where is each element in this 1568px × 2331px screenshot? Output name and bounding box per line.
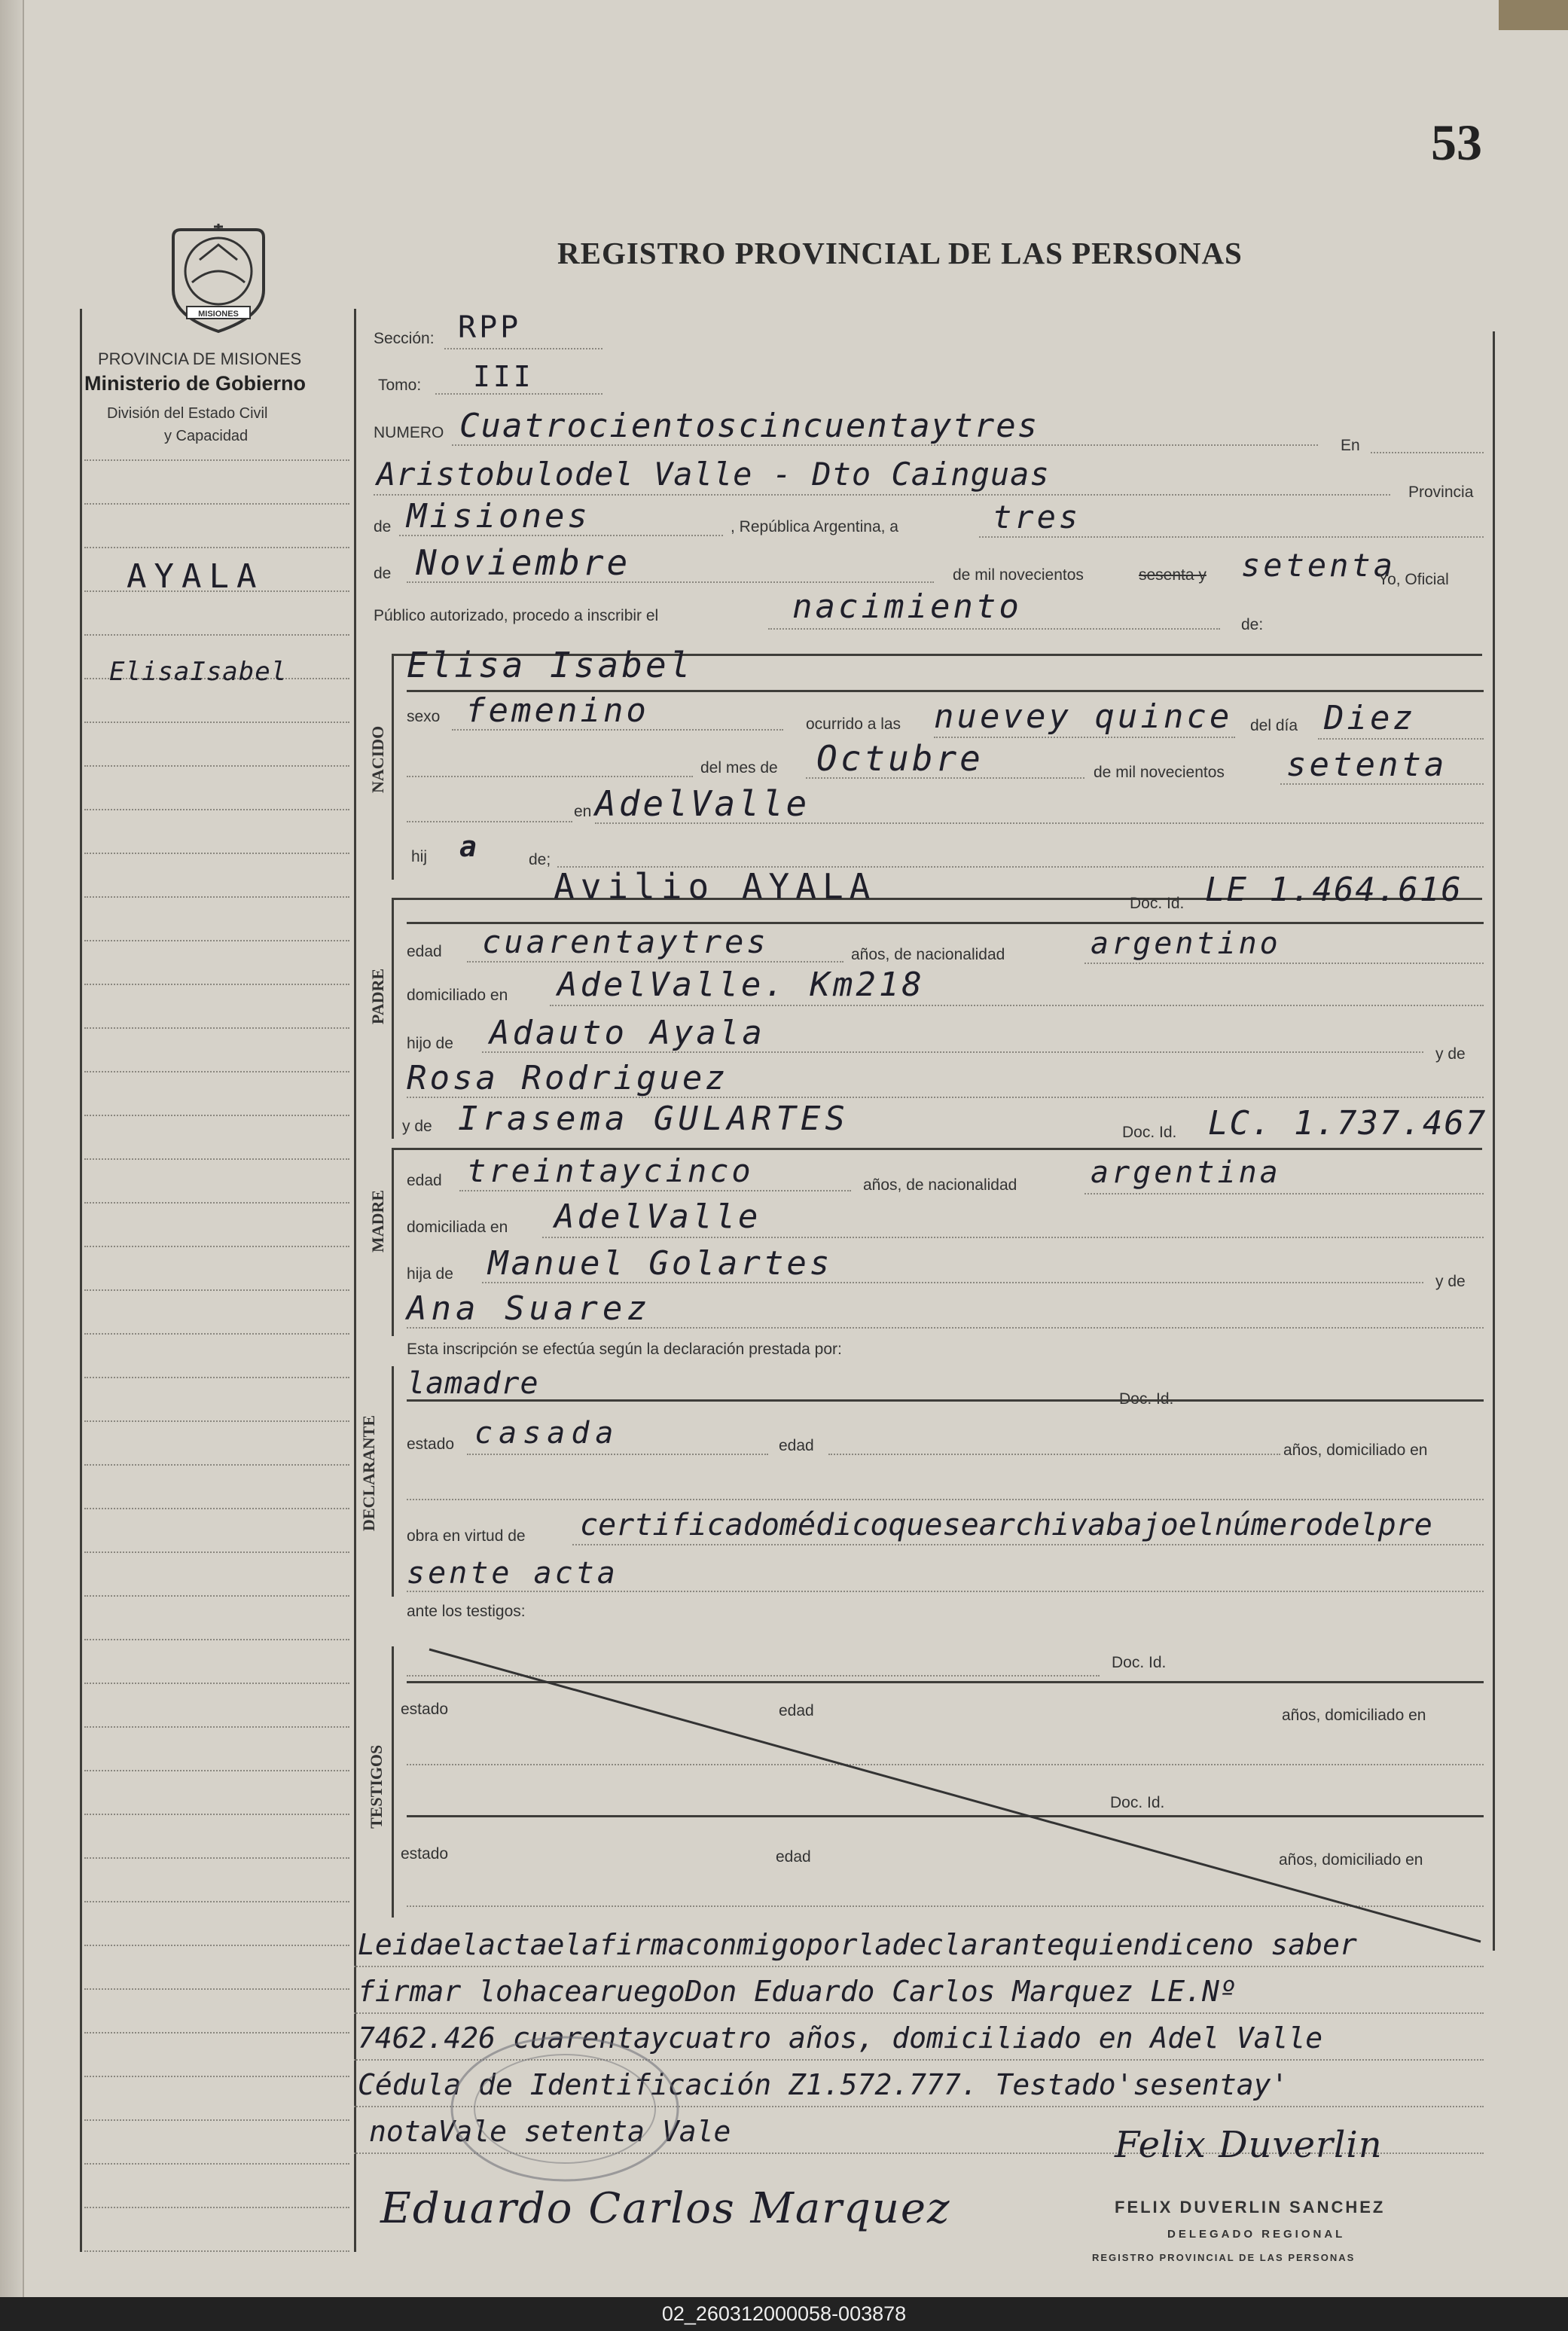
note-line: Cédula de Identificación Z1.572.777. Testado'sesentay' (358, 2068, 1289, 2101)
witness-signature: Eduardo Carlos Marquez (380, 2184, 951, 2233)
label-en-lower: en (574, 803, 592, 820)
label-anos-nac-2: años, de nacionalidad (863, 1176, 1017, 1194)
margin-surname: AYALA (127, 557, 264, 596)
section-label-madre: MADRE (368, 1189, 387, 1252)
value-tomo: III (473, 360, 534, 393)
value-madre-madre: Ana Suarez (407, 1289, 651, 1328)
label-ante-testigos: ante los testigos: (407, 1603, 526, 1620)
value-mes: Octubre (816, 738, 984, 779)
value-mes-inscripcion: Noviembre (416, 542, 631, 583)
label-declaracion: Esta inscripción se efectúa según la declaración prestada por: (407, 1341, 842, 1358)
value-padre-doc: LE 1.464.616 (1205, 871, 1463, 909)
office-ministry: Ministerio de Gobierno (84, 372, 307, 395)
margin-names: ElisaIsabel (109, 657, 288, 687)
label-ocurrido: ocurrido a las (806, 715, 901, 733)
label-de-2: de (374, 565, 392, 582)
label-estado-2: estado (401, 1701, 449, 1718)
label-doc-id-3: Doc. Id. (1119, 1390, 1174, 1408)
label-edad: edad (407, 943, 442, 960)
label-republica: , República Argentina, a (731, 518, 898, 535)
value-seccion: RPP (458, 310, 522, 345)
officer-office: REGISTRO PROVINCIAL DE LAS PERSONAS (1092, 2252, 1356, 2263)
emblem-text: MISIONES (198, 310, 239, 319)
office-division: División del Estado Civil (107, 405, 268, 422)
label-de-colon: de: (1241, 616, 1264, 633)
label-anos-dom-3: años, domiciliado en (1279, 1851, 1423, 1869)
office-province: PROVINCIA DE MISIONES (98, 349, 302, 368)
value-lugar-nac: AdelValle (595, 783, 810, 824)
label-provincia: Provincia (1408, 484, 1474, 501)
label-del-mes: del mes de (700, 759, 778, 776)
value-declarante-estado: casada (474, 1416, 620, 1451)
label-de-semi: de; (529, 851, 551, 868)
label-edad-5: edad (776, 1848, 811, 1866)
label-y-de-2: y de (1435, 1273, 1466, 1290)
value-padre-nombre: Avilio AYALA (554, 866, 877, 907)
round-stamp (429, 2026, 700, 2192)
value-madre-domicilio: AdelValle (554, 1198, 761, 1236)
value-obra-2: sente acta (407, 1556, 618, 1591)
note-line: 7462.426 cuarentaycuatro años, domiciliado en Adel Valle (358, 2021, 1323, 2055)
label-edad-2: edad (407, 1172, 442, 1189)
value-madre-nombre: Irasema GULARTES (458, 1100, 850, 1138)
label-y-de: y de (1435, 1045, 1466, 1063)
label-de-mil: de mil novecientos (953, 566, 1084, 584)
value-nombre-nacido: Elisa Isabel (407, 645, 694, 685)
value-padre-edad: cuarentaytres (482, 923, 769, 960)
note-line: notaVale setenta Vale (369, 2115, 731, 2148)
note-line: Leidaelactaelafirmaconmigoporladeclarantequiendiceno saber (358, 1928, 1357, 1961)
label-edad-3: edad (779, 1437, 814, 1454)
value-provincia: Misiones (407, 497, 590, 535)
value-dia-inscripcion: tres (993, 499, 1081, 535)
label-en: En (1341, 437, 1360, 454)
section-label-padre: PADRE (368, 968, 387, 1025)
value-madre-edad: treintaycinco (467, 1152, 754, 1189)
value-sexo: femenino (465, 691, 649, 730)
label-de: de (374, 518, 392, 535)
page-title: REGISTRO PROVINCIAL DE LAS PERSONAS (557, 236, 1243, 270)
label-doc-id-5: Doc. Id. (1110, 1794, 1165, 1811)
label-hija-de: hija de (407, 1265, 453, 1283)
value-padre-madre: Rosa Rodriguez (407, 1059, 728, 1097)
dotted-line (354, 2012, 1484, 2014)
label-doc-id: Doc. Id. (1130, 895, 1185, 912)
label-domiciliada: domiciliada en (407, 1219, 508, 1236)
label-anos-dom-2: años, domiciliado en (1282, 1707, 1426, 1724)
value-madre-nacionalidad: argentina (1091, 1155, 1281, 1190)
value-lugar: Aristobulodel Valle - Dto Cainguas (377, 456, 1050, 493)
officer-name: FELIX DUVERLIN SANCHEZ (1115, 2198, 1386, 2217)
value-hora: nuevey quince (934, 697, 1233, 736)
note-line: firmar lohacearuegoDon Eduardo Carlos Marquez LE.Nº (358, 1975, 1237, 2008)
label-y-de-madre: y de (402, 1118, 432, 1135)
office-division-2: y Capacidad (164, 428, 249, 444)
value-padre-nacionalidad: argentino (1091, 926, 1281, 961)
officer-signature: Felix Duverlin (1115, 2124, 1383, 2166)
label-hij: hij (411, 848, 428, 865)
label-publico: Público autorizado, procedo a inscribir el (374, 607, 659, 624)
label-doc-id-4: Doc. Id. (1112, 1654, 1167, 1671)
value-obra-1: certificadomédicoquesearchivabajoelnúmerodelpre (580, 1508, 1432, 1542)
value-madre-hija-de: Manuel Golartes (488, 1244, 833, 1283)
value-hij-suffix: a (459, 830, 480, 863)
dotted-line (354, 1966, 1484, 1967)
label-tomo: Tomo: (378, 377, 422, 394)
value-dia: Diez (1324, 699, 1416, 737)
value-anio-inscripcion: setenta (1241, 547, 1396, 584)
label-hijo-de: hijo de (407, 1035, 453, 1052)
value-anio: setenta (1286, 746, 1448, 784)
value-acto: nacimiento (792, 587, 1022, 626)
label-obra: obra en virtud de (407, 1527, 526, 1545)
label-edad-4: edad (779, 1702, 814, 1719)
value-padre-domicilio: AdelValle. Km218 (557, 966, 925, 1004)
label-yo-oficial: Yo, Oficial (1378, 571, 1449, 588)
section-label-declarante: DECLARANTE (359, 1414, 378, 1531)
section-label-nacido: NACIDO (368, 725, 387, 793)
value-numero: Cuatrocientoscincuentaytres (459, 407, 1039, 445)
value-declarante: lamadre (407, 1366, 539, 1401)
label-doc-id-2: Doc. Id. (1122, 1124, 1177, 1141)
label-de-mil-2: de mil novecientos (1094, 764, 1225, 781)
label-seccion: Sección: (374, 330, 435, 347)
value-padre-hijo-de: Adauto Ayala (490, 1014, 765, 1052)
officer-title: DELEGADO REGIONAL (1167, 2228, 1346, 2241)
label-estado-3: estado (401, 1845, 449, 1863)
label-sexo: sexo (407, 708, 441, 725)
page-number: 53 (1431, 114, 1482, 171)
label-sesenta-struck: sesenta y (1139, 566, 1207, 584)
file-caption: 02_260312000058-003878 (0, 2297, 1568, 2331)
label-anos-dom: años, domiciliado en (1283, 1442, 1428, 1459)
label-del-dia: del día (1250, 717, 1298, 734)
section-label-testigos: TESTIGOS (367, 1744, 386, 1829)
label-numero: NUMERO (374, 424, 444, 441)
label-anos-nac: años, de nacionalidad (851, 946, 1005, 963)
value-madre-doc: LC. 1.737.467 (1208, 1104, 1487, 1143)
label-domiciliado: domiciliado en (407, 987, 508, 1004)
label-estado: estado (407, 1436, 455, 1453)
